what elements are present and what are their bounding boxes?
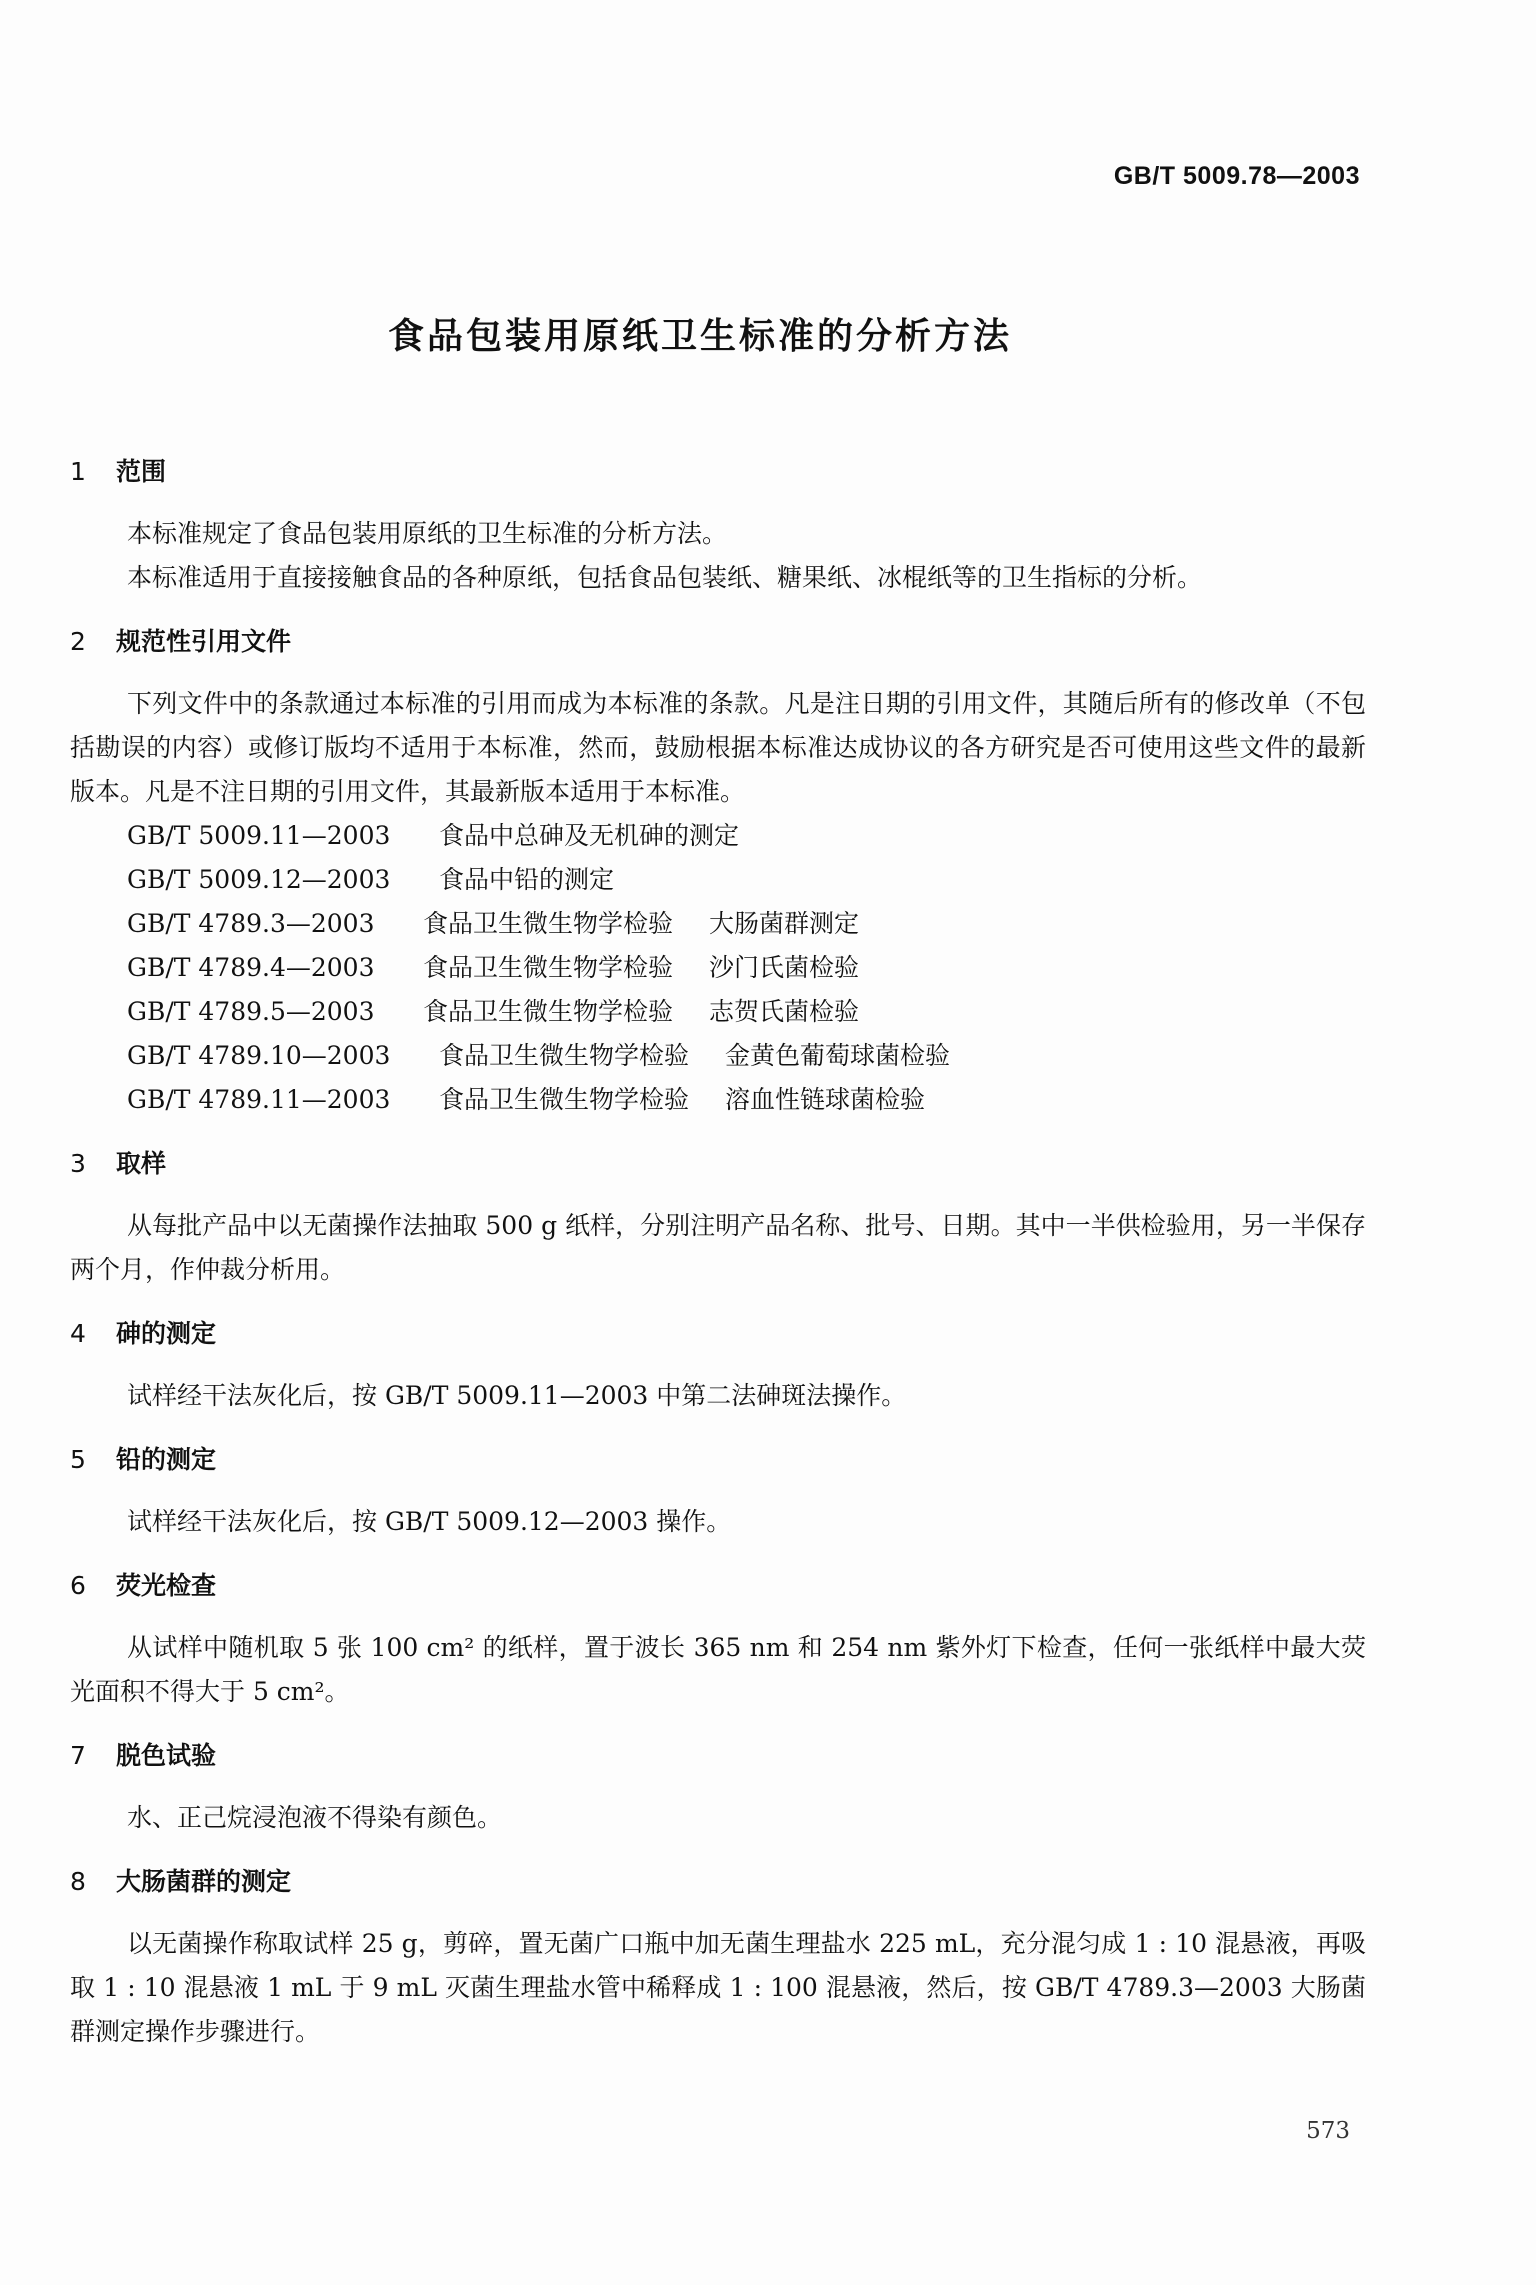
reference-code: GB/T 5009.11—2003 <box>127 821 391 850</box>
section-number: 6 <box>70 1571 86 1600</box>
section-title: 荧光检查 <box>116 1571 217 1600</box>
paragraph: 从每批产品中以无菌操作法抽取 500 g 纸样，分别注明产品名称、批号、日期。其中一半供检验用，另一半保存两个月，作仲裁分析用。 <box>70 1211 1366 1284</box>
section-sampling <box>70 1144 1366 1292</box>
reference-item <box>70 814 1366 858</box>
reference-item <box>70 1078 1366 1122</box>
standard-code: GB/T 5009.78—2003 <box>1113 162 1360 190</box>
section-number: 3 <box>70 1149 86 1178</box>
reference-code: GB/T 4789.10—2003 <box>127 1041 391 1070</box>
reference-title: 食品中铅的测定 <box>439 865 615 894</box>
paragraph: 本标准适用于直接接触食品的各种原纸，包括食品包装纸、糖果纸、冰棍纸等的卫生指标的分析。 <box>127 563 1203 592</box>
section-title: 脱色试验 <box>116 1741 217 1770</box>
reference-subtitle: 溶血性链球菌检验 <box>725 1085 926 1114</box>
section-title: 取样 <box>116 1149 167 1178</box>
reference-code: GB/T 4789.3—2003 <box>127 909 375 938</box>
section-title: 砷的测定 <box>116 1319 217 1348</box>
reference-title: 食品卫生微生物学检验 <box>423 953 674 982</box>
section-heading <box>70 622 1366 662</box>
reference-subtitle: 大肠菌群测定 <box>709 909 860 938</box>
section-number: 2 <box>70 627 86 656</box>
section-title: 规范性引用文件 <box>116 627 292 656</box>
section-heading <box>70 1862 1366 1902</box>
section-fluorescence <box>70 1566 1366 1714</box>
document-body <box>70 452 1366 2076</box>
section-heading <box>70 1314 1366 1354</box>
section-scope <box>70 452 1366 600</box>
paragraph: 从试样中随机取 5 张 100 cm² 的纸样，置于波长 365 nm 和 254 nm 紫外灯下检查，任何一张纸样中最大荧光面积不得大于 5 cm²。 <box>70 1633 1366 1706</box>
reference-title: 食品卫生微生物学检验 <box>423 997 674 1026</box>
paragraph: 试样经干法灰化后，按 GB/T 5009.12—2003 操作。 <box>127 1507 732 1536</box>
section-decolorization <box>70 1736 1366 1840</box>
section-coliform <box>70 1862 1366 2054</box>
reference-code: GB/T 4789.4—2003 <box>127 953 375 982</box>
section-normative-references <box>70 622 1366 1122</box>
section-arsenic <box>70 1314 1366 1418</box>
reference-title: 食品卫生微生物学检验 <box>439 1085 690 1114</box>
page-number: 573 <box>1306 2118 1350 2144</box>
section-title: 范围 <box>116 457 167 486</box>
section-lead <box>70 1440 1366 1544</box>
reference-subtitle: 沙门氏菌检验 <box>709 953 860 982</box>
reference-code: GB/T 4789.11—2003 <box>127 1085 391 1114</box>
section-number: 5 <box>70 1445 86 1474</box>
paragraph: 试样经干法灰化后，按 GB/T 5009.11—2003 中第二法砷斑法操作。 <box>127 1381 907 1410</box>
section-title: 大肠菌群的测定 <box>116 1867 292 1896</box>
reference-item <box>70 1034 1366 1078</box>
reference-title: 食品卫生微生物学检验 <box>439 1041 690 1070</box>
reference-subtitle: 志贺氏菌检验 <box>709 997 860 1026</box>
document-title: 食品包装用原纸卫生标准的分析方法 <box>387 316 1012 357</box>
section-number: 4 <box>70 1319 86 1348</box>
reference-title: 食品中总砷及无机砷的测定 <box>439 821 740 850</box>
section-number: 7 <box>70 1741 86 1770</box>
reference-item <box>70 902 1366 946</box>
section-number: 1 <box>70 457 86 486</box>
reference-code: GB/T 5009.12—2003 <box>127 865 391 894</box>
section-heading <box>70 1440 1366 1480</box>
reference-subtitle: 金黄色葡萄球菌检验 <box>725 1041 951 1070</box>
section-heading <box>70 1566 1366 1606</box>
reference-item <box>70 990 1366 1034</box>
reference-item <box>70 858 1366 902</box>
paragraph: 下列文件中的条款通过本标准的引用而成为本标准的条款。凡是注日期的引用文件，其随后所有的修改单（不包括勘误的内容）或修订版均不适用于本标准，然而，鼓励根据本标准达成协议的各方研究是否可使用这些文件的最新版本。凡是不注日期的引用文件，其最新版本适用于本标准。 <box>70 689 1366 806</box>
paragraph: 水、正己烷浸泡液不得染有颜色。 <box>127 1803 503 1832</box>
section-heading <box>70 1736 1366 1776</box>
paragraph: 本标准规定了食品包装用原纸的卫生标准的分析方法。 <box>127 519 728 548</box>
section-heading <box>70 452 1366 492</box>
reference-item <box>70 946 1366 990</box>
section-number: 8 <box>70 1867 86 1896</box>
section-title: 铅的测定 <box>116 1445 217 1474</box>
reference-title: 食品卫生微生物学检验 <box>423 909 674 938</box>
paragraph: 以无菌操作称取试样 25 g，剪碎，置无菌广口瓶中加无菌生理盐水 225 mL，充分混匀成 1 : 10 混悬液，再吸取 1 : 10 混悬液 1 mL 于 9 mL 灭菌生理盐水管中稀释成 1 : 100 混悬液，然后，按 GB/T 4789.3—2003 大肠菌群测定操作步骤进行。 <box>70 1929 1366 2046</box>
section-heading <box>70 1144 1366 1184</box>
reference-code: GB/T 4789.5—2003 <box>127 997 375 1026</box>
